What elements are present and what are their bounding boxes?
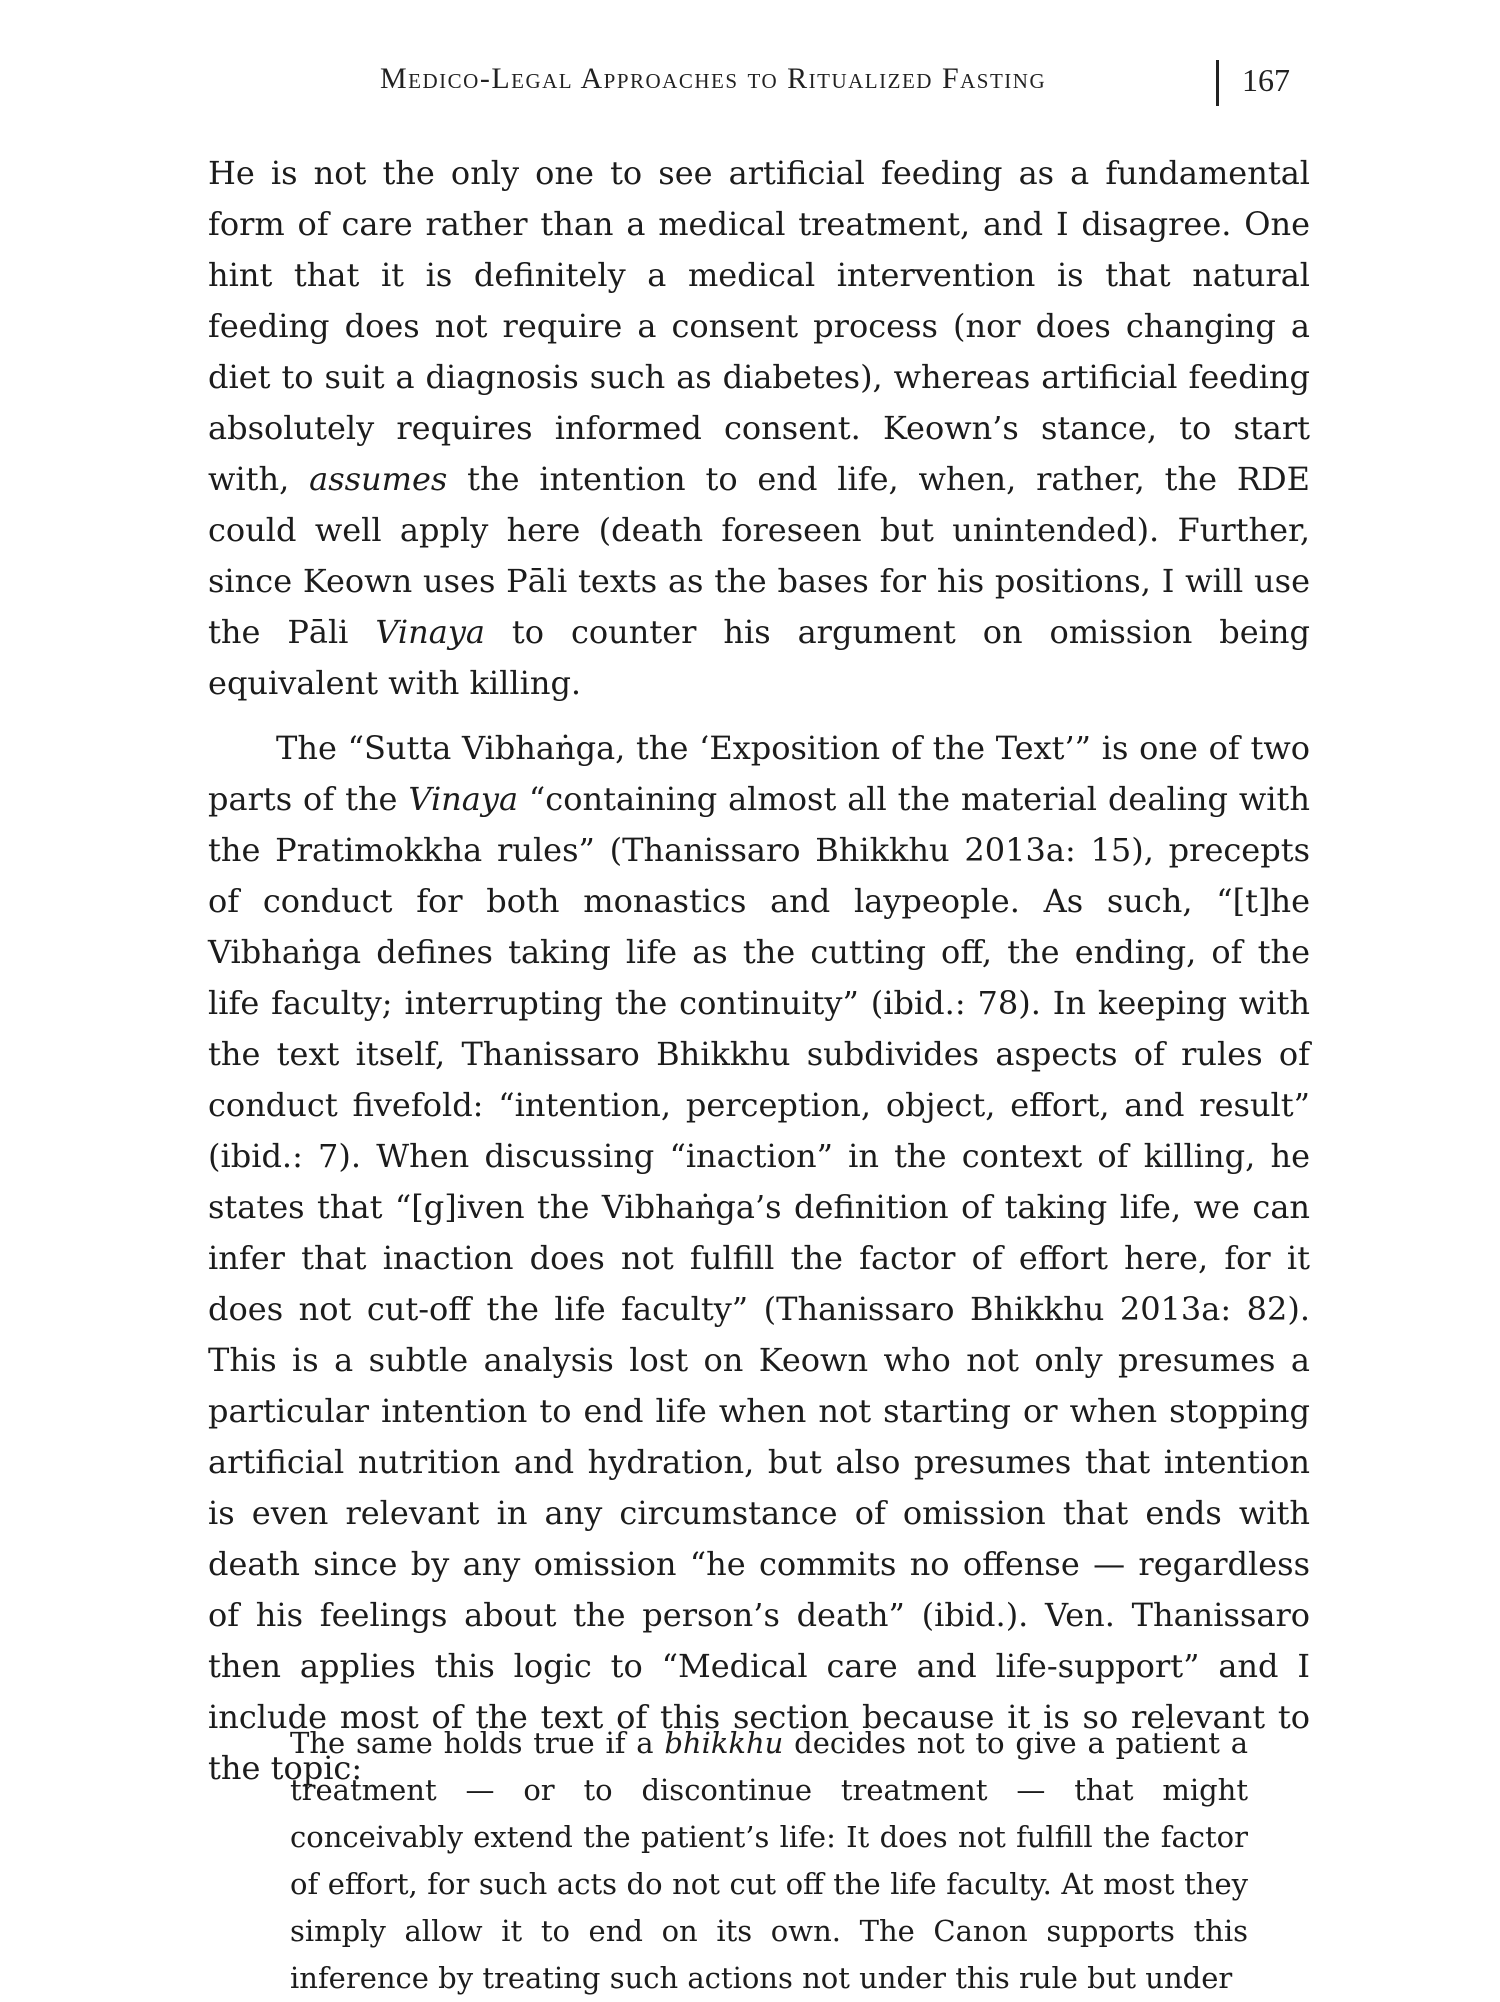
paragraph-1-text-e: to counter his argument on omission being equivalent with killing. [208,613,1311,702]
page-number: 167 [1242,62,1290,98]
paragraph-2-text-c: “containing almost all the material dealing with the Pratimokkha rules” (Thanissaro Bhikkhu 2013a: 15), precepts of conduct for both monastics and laypeople. As such, “[t]he Vibhaṅga defines taking life as the cutting off, the ending, of the life faculty; interrupting the continuity” (ibid.: 78). In keeping with the text itself, Thanissaro Bhikkhu subdivides aspects of rules of conduct fivefold: “intention, perception, object, effort, and result” (ibid.: 7). When discussing “inaction” in the context of killing, he states that “[g]iven the Vibhaṅga’s definition of taking life, we can infer that inaction does not fulfill the factor of effort here, for it does not cut-off the life faculty” (Thanissaro Bhikkhu 2013a: 82). This is a subtle analysis lost on Keown who not only presumes a particular intention to end life when not starting or when stopping artificial nutrition and hydration, but also presumes that intention is even relevant in any circumstance of omission that ends with death since by any omission “he commits no offense — regardless of his feelings about the person’s death” (ibid.). Ven. Thanissaro then applies this logic to “Medical care and life-support” and I include most of the text of this section because it is so relevant to the topic: [208,780,1311,1787]
paragraph-1-text-c: the intention to end life, when, rather, the RDE could well apply here (death foreseen but unintended). Further, since Keown uses Pāli texts as the bases for his positions, I will use the Pāli [208,460,1311,651]
paragraph-2 [208,723,1310,1794]
paragraph-1-emphasis-vinaya: Vinaya [375,613,485,651]
body-text [208,148,1310,1794]
paragraph-1-text-a: He is not the only one to see artificial feeding as a fundamental form of care rather than a medical treatment, and I disagree. One hint that it is definitely a medical intervention is that natural feeding does not require a consent process (nor does changing a diet to suit a diagnosis such as diabetes), whereas artificial feeding absolutely requires informed consent. Keown’s stance, to start with, [208,154,1310,498]
paragraph-1 [208,148,1310,709]
quote-text-c: decides not to give a patient a treatment — or to discontinue treatment — that might conceivably extend the patient’s life: It does not fulfill the factor of effort, for such acts do not cut off the life faculty. At most they simply allow it to end on its own. The Canon supports this inference by treating such actions not under this rule but under [290,1726,1248,1995]
paragraph-2-emphasis-vinaya: Vinaya [408,780,519,818]
running-head-title: Medico-Legal Approaches to Ritualized Fasting [380,62,1047,95]
paragraph-2-text-a: The “Sutta Vibhaṅga, the ‘Exposition of the Text’” is one of two parts of the [208,729,1310,818]
block-quotation [290,1720,1248,2002]
quotation-text [290,1720,1248,2002]
paragraph-1-emphasis-assumes: assumes [309,460,448,498]
quote-emphasis-bhikkhu: bhikkhu [664,1726,784,1760]
quote-text-a: The same holds true if a [290,1726,665,1760]
header-divider [1216,60,1219,106]
